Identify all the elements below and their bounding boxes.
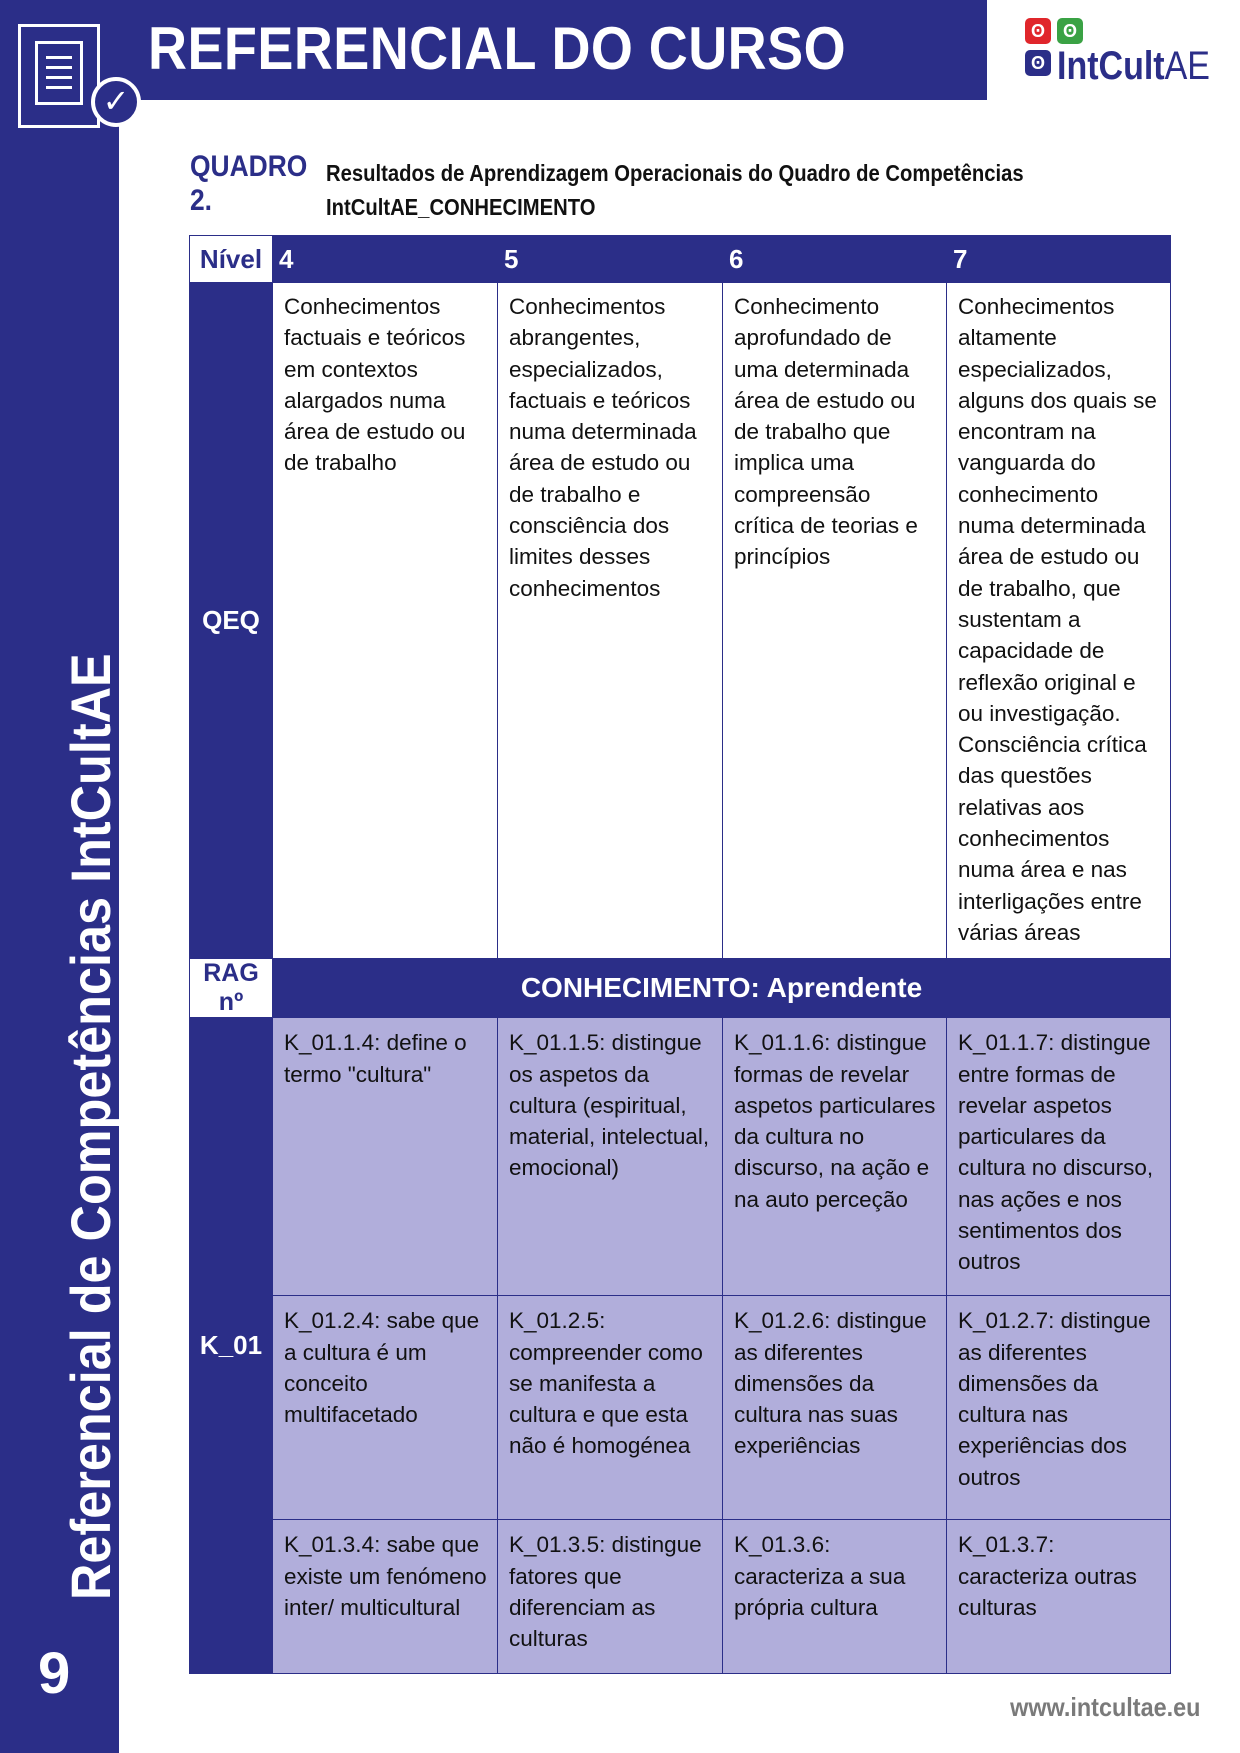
k-row <box>190 1296 1171 1520</box>
logo-green-square-icon: ʘ <box>1057 18 1083 44</box>
k-cell: K_01.1.7: distingue entre formas de revelar aspetos particulares da cultura no discurso, nas ações e nos sentimentos dos outros <box>947 1018 1171 1296</box>
k-cell: K_01.1.4: define o termo "cultura" <box>273 1018 498 1296</box>
k-cell: K_01.3.5: distingue fatores que diferenciam as culturas <box>498 1520 723 1674</box>
competences-table <box>189 235 1171 1674</box>
qeq-cell: Conhecimentos factuais e teóricos em contextos alargados numa área de estudo ou de trabalho <box>273 283 498 959</box>
k-cell: K_01.1.5: distingue os aspetos da cultura (espiritual, material, intelectual, emocional) <box>498 1018 723 1296</box>
rag-label: RAG nº <box>190 959 273 1018</box>
logo-red-square-icon: ʘ <box>1025 18 1051 44</box>
k-label: K_01 <box>190 1018 273 1674</box>
page-title: REFERENCIAL DO CURSO <box>148 15 847 82</box>
qeq-cell: Conhecimento aprofundado de uma determinada área de estudo ou de trabalho que implica uma compreensão crítica de teorias e princípios <box>723 283 947 959</box>
qeq-label: QEQ <box>190 283 273 959</box>
logo-blue-square-icon: ʘ <box>1025 50 1051 76</box>
levels-header-row <box>190 236 1171 283</box>
level-cell: 4 <box>273 236 498 283</box>
k-row <box>190 1520 1171 1674</box>
qeq-cell: Conhecimentos altamente especializados, alguns dos quais se encontram na vanguarda do conhecimento numa determinada área de estudo ou de trabalho, que sustentam a capacidade de reflexão original e ou investigação. Consciência crítica das questões relativas aos conhecimentos numa área e nas interligações entre várias áreas <box>947 283 1171 959</box>
k-cell: K_01.3.7: caracteriza outras culturas <box>947 1520 1171 1674</box>
k-row <box>190 1018 1171 1296</box>
caption-text: Resultados de Aprendizagem Operacionais do Quadro de Competências IntCultAE_CONHECIMENTO <box>326 160 1024 220</box>
intcultae-logo <box>1025 18 1210 88</box>
level-cell: 7 <box>947 236 1171 283</box>
footer-url: www.intcultae.eu <box>1009 1692 1200 1722</box>
k-cell: K_01.3.6: caracteriza a sua própria cultura <box>723 1520 947 1674</box>
k-cell: K_01.3.4: sabe que existe um fenómeno inter/ multicultural <box>273 1520 498 1674</box>
sidebar-vertical-title: Referencial de Competências IntCultAE <box>59 653 122 1600</box>
table-caption <box>190 150 1146 224</box>
qeq-row <box>190 283 1171 959</box>
rag-header-row <box>190 959 1171 1018</box>
qeq-cell: Conhecimentos abrangentes, especializados, factuais e teóricos numa determinada área de estudo ou de trabalho e consciência dos limites desses conhecimentos <box>498 283 723 959</box>
check-icon: ✓ <box>91 77 141 127</box>
k-cell: K_01.2.6: distingue as diferentes dimensões da cultura nas suas experiências <box>723 1296 947 1520</box>
logo-text: IntCultAE <box>1057 44 1210 88</box>
level-cell: 6 <box>723 236 947 283</box>
level-header-cell: Nível <box>190 236 273 283</box>
page-number: 9 <box>38 1641 71 1706</box>
k-cell: K_01.2.4: sabe que a cultura é um conceito multifacetado <box>273 1296 498 1520</box>
document-checklist-icon <box>18 24 130 128</box>
k-cell: K_01.2.5: compreender como se manifesta a cultura e que esta não é homogénea <box>498 1296 723 1520</box>
rag-title: CONHECIMENTO: Aprendente <box>273 959 1171 1018</box>
k-cell: K_01.2.7: distingue as diferentes dimensões da cultura nas experiências dos outros <box>947 1296 1171 1520</box>
level-cell: 5 <box>498 236 723 283</box>
caption-label: QUADRO 2. <box>190 150 308 217</box>
k-cell: K_01.1.6: distingue formas de revelar aspetos particulares da cultura no discurso, na ação e na auto perceção <box>723 1018 947 1296</box>
